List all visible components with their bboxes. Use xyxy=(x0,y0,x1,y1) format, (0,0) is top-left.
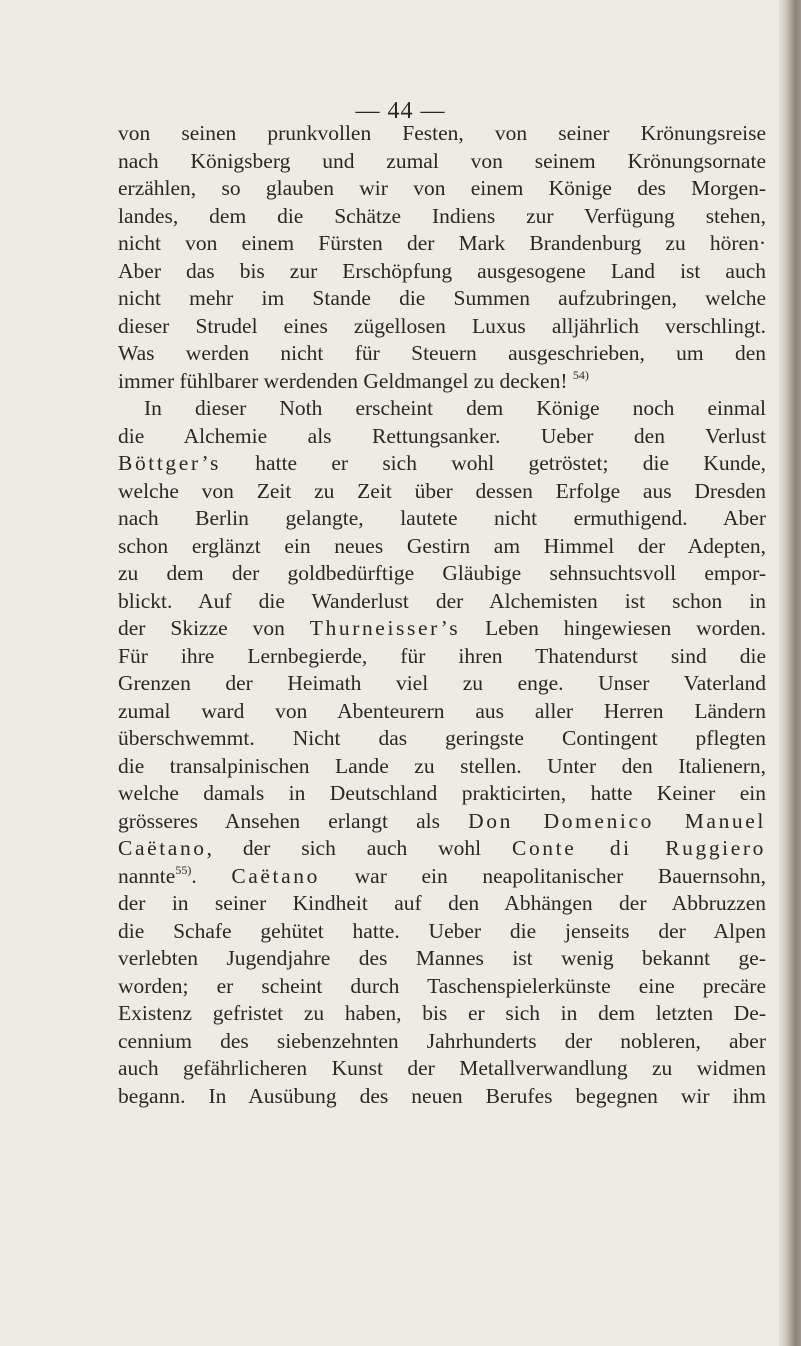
text-line: zu dem der goldbedürftige Gläubige sehnsuchtsvoll empor- xyxy=(118,561,766,585)
spaced-name: Böttger’s xyxy=(118,451,222,475)
text-line: der Skizze von Thurneisser’s Leben hingewiesen worden. xyxy=(118,616,766,640)
text-line: nach Königsberg und zumal von seinem Krönungsornate xyxy=(118,148,766,173)
text-line: grösseres Ansehen erlangt als Don Domenico Manuel xyxy=(118,808,766,833)
text-line: begann. In Ausübung des neuen Berufes begegnen wir ihm xyxy=(118,1083,766,1108)
text-line: dieser Strudel eines zügellosen Luxus alljährlich verschlingt. xyxy=(118,313,766,338)
text-line: immer fühlbarer werdenden Geldmangel zu decken! $^{54)}$ xyxy=(118,367,589,393)
text-line: Grenzen der Heimath viel zu enge. Unser Vaterland xyxy=(118,671,766,695)
spaced-name: Don Domenico Manuel xyxy=(468,808,766,833)
text-line: In dieser Noth erscheint dem Könige noch einmal xyxy=(144,396,766,420)
text-line: schon erglänzt ein neues Gestirn am Himmel der Adepten, xyxy=(118,533,766,558)
text-line: die Schafe gehütet hatte. Ueber die jenseits der Alpen xyxy=(118,918,766,943)
text-line: auch gefährlicheren Kunst der Metallverwandlung zu widmen xyxy=(118,1056,766,1080)
text-line: überschwemmt. Nicht das geringste Contingent pflegten xyxy=(118,726,766,750)
footnote-ref: 54) xyxy=(572,367,589,382)
body-text xyxy=(118,120,766,1110)
text-line: Existenz gefristet zu haben, bis er sich in dem letzten De- xyxy=(118,1001,766,1025)
text-line: Was werden nicht für Steuern ausgeschrieben, um den xyxy=(118,341,766,365)
text-line: blickt. Auf die Wanderlust der Alchemisten ist schon in xyxy=(118,588,766,613)
text-line: worden; er scheint durch Taschenspielerkünste eine precäre xyxy=(118,973,766,998)
text-line: welche von Zeit zu Zeit über dessen Erfolge aus Dresden xyxy=(118,478,766,503)
spaced-name: Caëtano xyxy=(118,836,207,860)
text-line: zumal ward von Abenteurern aus aller Herren Ländern xyxy=(118,698,766,723)
text-line: verlebten Jugendjahre des Mannes ist wenig bekannt ge- xyxy=(118,946,766,970)
book-spine-edge xyxy=(779,0,801,1346)
text-line: cennium des siebenzehnten Jahrhunderts der nobleren, aber xyxy=(118,1028,766,1053)
footnote-ref: 55) xyxy=(175,862,192,877)
text-line: nannte$^{55)}$. Caëtano war ein neapolitanischer Bauernsohn, xyxy=(118,862,766,888)
text-line: die transalpinischen Lande zu stellen. Unter den Italienern, xyxy=(118,753,766,778)
spaced-name: Caëtano xyxy=(231,863,320,888)
page-number: — 44 — xyxy=(355,98,446,124)
text-line: Für ihre Lernbegierde, für ihren Thatendurst sind die xyxy=(118,643,766,668)
text-line: erzählen, so glauben wir von einem Könige des Morgen- xyxy=(118,176,766,200)
spaced-name: Thurneisser’s xyxy=(309,616,461,640)
text-line: der in seiner Kindheit auf den Abhängen der Abbruzzen xyxy=(118,891,766,915)
text-line: nicht mehr im Stande die Summen aufzubringen, welche xyxy=(118,286,766,310)
text-line: Aber das bis zur Erschöpfung ausgesogene Land ist auch xyxy=(118,258,766,283)
text-line: die Alchemie als Rettungsanker. Ueber den Verlust xyxy=(118,423,766,448)
text-line: Caëtano, der sich auch wohl Conte di Ruggiero xyxy=(118,836,767,860)
text-line: nach Berlin gelangte, lautete nicht ermuthigend. Aber xyxy=(118,506,766,530)
text-line: welche damals in Deutschland prakticirten, hatte Keiner ein xyxy=(118,781,766,805)
text-line: landes, dem die Schätze Indiens zur Verfügung stehen, xyxy=(118,203,766,228)
text-line: von seinen prunkvollen Festen, von seiner Krönungsreise xyxy=(118,121,766,145)
text-line: Böttger’s hatte er sich wohl getröstet; die Kunde, xyxy=(118,451,766,475)
text-line: nicht von einem Fürsten der Mark Brandenburg zu hören· xyxy=(118,231,766,255)
spaced-name: Conte di Ruggiero xyxy=(512,836,767,860)
